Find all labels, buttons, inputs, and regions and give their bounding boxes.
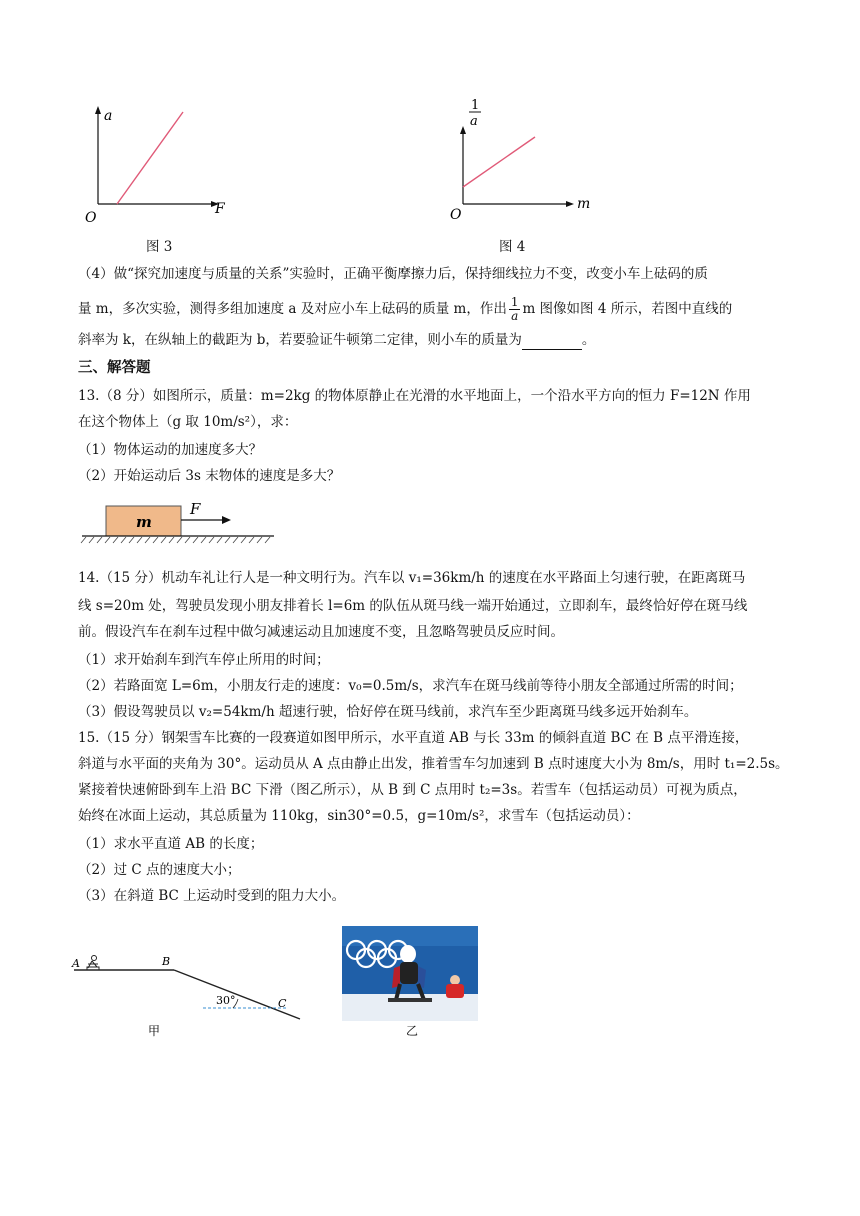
q13-line2: 在这个物体上（g 取 10m/s²），求： (78, 414, 298, 430)
figure-3-graph (75, 100, 245, 230)
q14-line1: 14.（15 分）机动车礼让行人是一种文明行为。汽车以 v₁=36km/h 的速度在水平路面上匀速行驶，在距离斑马 (78, 570, 746, 586)
fig4-y-label-den: a (470, 114, 478, 129)
label-angle: 30° (216, 994, 236, 1007)
label-C: C (278, 997, 287, 1010)
q13-sub2: （2）开始运动后 3s 末物体的速度是多大？ (78, 468, 341, 484)
q15-sub1: （1）求水平直道 AB 的长度； (78, 836, 264, 852)
caption-jia: 甲 (148, 1024, 161, 1038)
q14-sub2: （2）若路面宽 L=6m，小朋友行走的速度：v₀=0.5m/s，求汽车在斑马线前等待小朋友全部通过所需的时间； (78, 678, 743, 694)
q15-line2: 斜道与水平面的夹角为 30°。运动员从 A 点由静止出发，推着雪车匀加速到 B 点时速度大小为 8m/s，用时 t₁=2.5s。 (78, 756, 789, 772)
answer-blank (522, 335, 582, 350)
q13-sub1: （1）物体运动的加速度多大？ (78, 442, 263, 458)
q15-sub3: （3）在斜道 BC 上运动时受到的阻力大小。 (78, 888, 346, 904)
q12-4-line2-b: m 图像如图 4 所示，若图中直线的 (522, 301, 733, 317)
fig4-x-label: m (577, 196, 591, 212)
fig3-data-line (117, 112, 183, 204)
q12-4-line2 (78, 296, 798, 323)
fig3-caption: 图 3 (146, 239, 173, 255)
q14-sub1: （1）求开始刹车到汽车停止所用的时间； (78, 652, 330, 668)
q15-line3: 紧接着快速俯卧到车上沿 BC 下滑（图乙所示），从 B 到 C 点用时 t₂=3s。若雪车（包括运动员）可视为质点， (78, 782, 747, 798)
fig4-origin: O (450, 207, 462, 223)
q12-4-line2-a: 量 m，多次实验，测得多组加速度 a 及对应小车上砝码的质量 m，作出 (78, 301, 507, 317)
label-A: A (72, 957, 80, 970)
label-B: B (162, 955, 171, 968)
q15-line1: 15.（15 分）钢架雪车比赛的一段赛道如图甲所示，水平直道 AB 与长 33m 的倾斜直道 BC 在 B 点平滑连接， (78, 730, 749, 746)
caption-yi: 乙 (406, 1024, 419, 1038)
q13-line1: 13.（8 分）如图所示，质量：m=2kg 的物体原静止在光滑的水平地面上，一个沿水平方向的恒力 F=12N 作用 (78, 388, 751, 404)
fig4-y-label-num: 1 (471, 98, 480, 113)
block-mass-label: m (136, 513, 152, 531)
fig4-caption: 图 4 (499, 239, 526, 255)
q14-line3: 前。假设汽车在刹车过程中做匀减速运动且加速度不变，且忽略驾驶员反应时间。 (78, 624, 564, 640)
figure-4-graph (445, 95, 605, 230)
q12-4-line3: 斜率为 k，在纵轴上的截距为 b，若要验证牛顿第二定律，则小车的质量为 。 (78, 332, 596, 348)
q12-4-line1: （4）做“探究加速度与质量的关系”实验时，正确平衡摩擦力后，保持细线拉力不变，改变小车上砝码的质 (78, 266, 708, 282)
fig3-y-label: a (104, 108, 113, 124)
q13-block-figure (78, 496, 278, 550)
q15-sub2: （2）过 C 点的速度大小； (78, 862, 241, 878)
track-diagram (68, 945, 308, 1040)
inclined-track-BC (174, 970, 300, 1019)
skeleton-photo (342, 926, 478, 1021)
section-title: 三、解答题 (78, 359, 151, 376)
q14-line2: 线 s=20m 处，驾驶员发现小朋友排着长 l=6m 的队伍从斑马线一端开始通过，立即刹车，最终恰好停在斑马线 (78, 598, 748, 614)
reciprocal-a-fraction: $\frac{1}{a}$ (510, 295, 519, 323)
q14-sub3: （3）假设驾驶员以 v₂=54km/h 超速行驶，恰好停在斑马线前，求汽车至少距离斑马线多远开始刹车。 (78, 704, 698, 720)
fig3-x-label: F (215, 201, 225, 217)
q15-line4: 始终在冰面上运动，其总质量为 110kg，sin30°=0.5，g=10m/s²，求雪车（包括运动员）： (78, 808, 640, 824)
fig3-origin: O (85, 210, 97, 226)
athlete-icon (87, 956, 99, 971)
force-label: F (190, 500, 201, 518)
fig4-data-line (463, 137, 535, 187)
